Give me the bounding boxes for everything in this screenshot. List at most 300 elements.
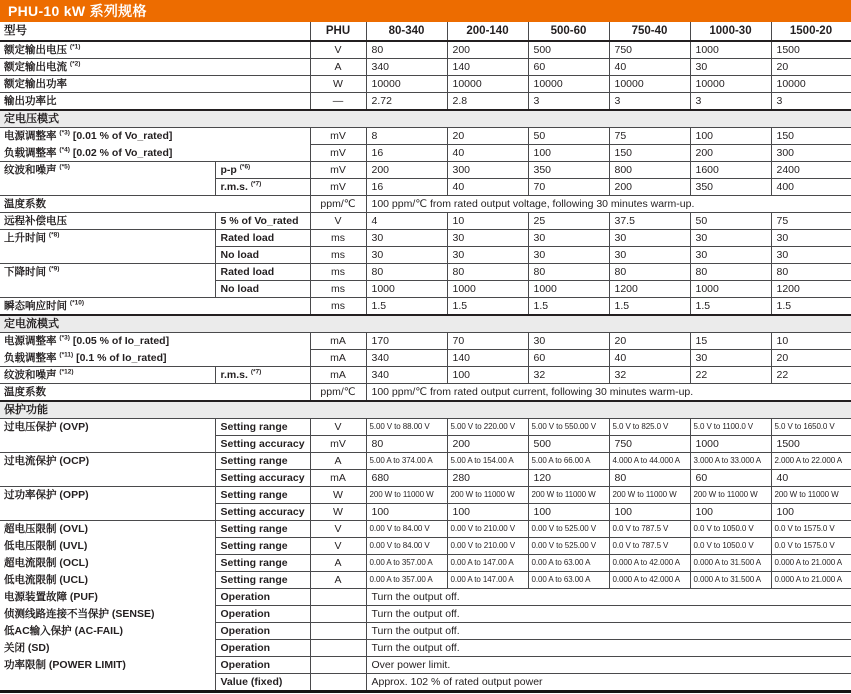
cell-value: 0.00 V to 84.00 V bbox=[366, 521, 447, 538]
row-subcondition: Setting range bbox=[215, 538, 310, 555]
row-span-value: Turn the output off. bbox=[366, 640, 851, 657]
row-subcondition: r.m.s. $^{(*7)}$ bbox=[215, 179, 310, 196]
cell-value: 200 bbox=[609, 179, 690, 196]
row-unit: V bbox=[310, 41, 366, 59]
cell-value: 200 W to 11000 W bbox=[690, 487, 771, 504]
cell-value: 100 bbox=[690, 128, 771, 145]
row-unit: ppm/℃ bbox=[310, 196, 366, 213]
row-unit: ppm/℃ bbox=[310, 384, 366, 402]
row-label: 负载调整率 $^{(*11)}$ [0.1 % of Io_rated] bbox=[0, 350, 310, 367]
footnote-marker: (*2) bbox=[69, 60, 81, 68]
footnote-marker: (*3) bbox=[59, 334, 70, 342]
cell-value: 30 bbox=[528, 247, 609, 264]
cell-value: 1.5 bbox=[609, 298, 690, 316]
row-unit: mV bbox=[310, 436, 366, 453]
cell-value: 40 bbox=[771, 470, 851, 487]
cell-value: 10000 bbox=[366, 76, 447, 93]
cell-value: 3 bbox=[528, 93, 609, 111]
table-row bbox=[0, 264, 851, 281]
row-unit: mA bbox=[310, 470, 366, 487]
series-name-header: PHU bbox=[310, 22, 366, 41]
row-label: 输出功率比 bbox=[0, 93, 310, 111]
cell-value: 22 bbox=[771, 367, 851, 384]
row-subcondition: Operation bbox=[215, 640, 310, 657]
row-span-value: Approx. 102 % of rated output power bbox=[366, 674, 851, 692]
row-unit bbox=[310, 674, 366, 692]
cell-value: 1600 bbox=[690, 162, 771, 179]
row-subcondition: Operation bbox=[215, 589, 310, 606]
cell-value: 5.00 V to 550.00 V bbox=[528, 419, 609, 436]
table-row bbox=[0, 350, 851, 367]
cell-value: 80 bbox=[366, 264, 447, 281]
model-column-header: 型号 bbox=[0, 22, 310, 41]
cell-value: 30 bbox=[771, 230, 851, 247]
row-label: 负载调整率 $^{(*4)}$ [0.02 % of Vo_rated] bbox=[0, 145, 310, 162]
row-subcondition: Operation bbox=[215, 623, 310, 640]
cell-value: 60 bbox=[528, 59, 609, 76]
cell-value: 1000 bbox=[690, 41, 771, 59]
cell-value: 340 bbox=[366, 350, 447, 367]
table-row bbox=[0, 333, 851, 350]
table-row bbox=[0, 538, 851, 555]
row-subcondition: Setting range bbox=[215, 572, 310, 589]
row-label: 温度系数 bbox=[0, 384, 310, 402]
row-subcondition: Setting range bbox=[215, 453, 310, 470]
row-unit: V bbox=[310, 521, 366, 538]
row-label: 过功率保护 (OPP) bbox=[0, 487, 215, 521]
row-label: 过电流保护 (OCP) bbox=[0, 453, 215, 487]
cell-value: 680 bbox=[366, 470, 447, 487]
row-unit: mV bbox=[310, 162, 366, 179]
cell-value: 20 bbox=[771, 350, 851, 367]
cell-value: 25 bbox=[528, 213, 609, 230]
cell-value: 200 W to 11000 W bbox=[609, 487, 690, 504]
cell-value: 200 W to 11000 W bbox=[447, 487, 528, 504]
cell-value: 80 bbox=[690, 264, 771, 281]
cell-value: 1000 bbox=[528, 281, 609, 298]
cell-value: 200 bbox=[447, 41, 528, 59]
cell-value: 120 bbox=[528, 470, 609, 487]
cell-value: 350 bbox=[528, 162, 609, 179]
row-subcondition: Setting range bbox=[215, 487, 310, 504]
table-row bbox=[0, 487, 851, 504]
cell-value: 22 bbox=[690, 367, 771, 384]
cell-value: 1.5 bbox=[528, 298, 609, 316]
cell-value: 70 bbox=[528, 179, 609, 196]
cell-value: 140 bbox=[447, 350, 528, 367]
table-row bbox=[0, 589, 851, 606]
cell-value: 32 bbox=[609, 367, 690, 384]
row-subcondition: Setting range bbox=[215, 419, 310, 436]
model-header-750-40: 750-40 bbox=[609, 22, 690, 41]
cell-value: 80 bbox=[609, 264, 690, 281]
cell-value: 20 bbox=[447, 128, 528, 145]
row-label: 额定输出功率 bbox=[0, 76, 310, 93]
cell-value: 30 bbox=[690, 247, 771, 264]
model-header-1000-30: 1000-30 bbox=[690, 22, 771, 41]
table-row bbox=[0, 298, 851, 316]
cell-value: 0.000 A to 42.000 A bbox=[609, 555, 690, 572]
cell-value: 30 bbox=[366, 247, 447, 264]
model-header-200-140: 200-140 bbox=[447, 22, 528, 41]
cell-value: 5.0 V to 1100.0 V bbox=[690, 419, 771, 436]
row-label: 超电压限制 (OVL) bbox=[0, 521, 215, 538]
cell-value: 10000 bbox=[609, 76, 690, 93]
row-unit: A bbox=[310, 59, 366, 76]
table-row bbox=[0, 657, 851, 674]
cell-value: 5.0 V to 1650.0 V bbox=[771, 419, 851, 436]
cell-value: 1.5 bbox=[690, 298, 771, 316]
table-row bbox=[0, 521, 851, 538]
cell-value: 300 bbox=[771, 145, 851, 162]
footnote-marker: (*9) bbox=[48, 265, 60, 273]
cell-value: 140 bbox=[447, 59, 528, 76]
table-row bbox=[0, 230, 851, 247]
cell-value: 0.00 A to 357.00 A bbox=[366, 572, 447, 589]
row-span-value: 100 ppm/℃ from rated output current, following 30 minutes warm-up. bbox=[366, 384, 851, 402]
cell-value: 150 bbox=[609, 145, 690, 162]
row-span-value: Turn the output off. bbox=[366, 589, 851, 606]
row-unit: A bbox=[310, 453, 366, 470]
cell-value: 0.00 V to 210.00 V bbox=[447, 521, 528, 538]
row-unit: A bbox=[310, 555, 366, 572]
spec-table-body bbox=[0, 41, 851, 692]
table-row bbox=[0, 572, 851, 589]
footnote-marker: (*1) bbox=[69, 43, 81, 51]
cell-value: 200 bbox=[366, 162, 447, 179]
cell-value: 0.00 V to 210.00 V bbox=[447, 538, 528, 555]
cell-value: 2.72 bbox=[366, 93, 447, 111]
model-header-1500-20: 1500-20 bbox=[771, 22, 851, 41]
row-span-value: Turn the output off. bbox=[366, 606, 851, 623]
row-unit: W bbox=[310, 504, 366, 521]
row-unit bbox=[310, 623, 366, 640]
cell-value: 15 bbox=[690, 333, 771, 350]
spec-table bbox=[0, 22, 851, 693]
cell-value: 30 bbox=[690, 230, 771, 247]
cell-value: 100 bbox=[690, 504, 771, 521]
table-row bbox=[0, 162, 851, 179]
row-label: 功率限制 (POWER LIMIT) bbox=[0, 657, 215, 692]
row-unit bbox=[310, 589, 366, 606]
cell-value: 30 bbox=[447, 230, 528, 247]
row-label: 温度系数 bbox=[0, 196, 310, 213]
row-unit: mV bbox=[310, 179, 366, 196]
row-unit: W bbox=[310, 487, 366, 504]
footnote-marker: (*8) bbox=[48, 231, 60, 239]
cell-value: 1.5 bbox=[366, 298, 447, 316]
cell-value: 4.000 A to 44.000 A bbox=[609, 453, 690, 470]
row-label: 电源调整率 $^{(*3)}$ [0.05 % of Io_rated] bbox=[0, 333, 310, 350]
row-unit: W bbox=[310, 76, 366, 93]
row-label: 电源调整率 $^{(*3)}$ [0.01 % of Vo_rated] bbox=[0, 128, 310, 145]
cell-value: 1.5 bbox=[447, 298, 528, 316]
model-header-80-340: 80-340 bbox=[366, 22, 447, 41]
cell-value: 0.000 A to 31.500 A bbox=[690, 555, 771, 572]
cell-value: 70 bbox=[447, 333, 528, 350]
cell-value: 50 bbox=[690, 213, 771, 230]
row-unit: — bbox=[310, 93, 366, 111]
cell-value: 8 bbox=[366, 128, 447, 145]
cell-value: 10000 bbox=[690, 76, 771, 93]
cell-value: 500 bbox=[528, 436, 609, 453]
section-label: 定电流模式 bbox=[0, 315, 851, 333]
cell-value: 80 bbox=[366, 41, 447, 59]
footnote-marker: (*12) bbox=[59, 368, 74, 376]
section-row bbox=[0, 315, 851, 333]
footnote-marker: (*5) bbox=[59, 163, 70, 171]
cell-value: 0.00 A to 147.00 A bbox=[447, 555, 528, 572]
cell-value: 50 bbox=[528, 128, 609, 145]
row-label: 纹波和噪声 $^{(*5)}$ bbox=[0, 162, 215, 196]
cell-value: 10000 bbox=[771, 76, 851, 93]
cell-value: 1.5 bbox=[771, 298, 851, 316]
footnote-marker: (*7) bbox=[250, 180, 262, 188]
cell-value: 1000 bbox=[366, 281, 447, 298]
cell-value: 3 bbox=[771, 93, 851, 111]
section-label: 定电压模式 bbox=[0, 110, 851, 128]
cell-value: 0.0 V to 1575.0 V bbox=[771, 521, 851, 538]
footnote-marker: (*4) bbox=[59, 146, 70, 153]
row-unit: ms bbox=[310, 230, 366, 247]
cell-value: 800 bbox=[609, 162, 690, 179]
cell-value: 0.0 V to 1050.0 V bbox=[690, 521, 771, 538]
table-row bbox=[0, 93, 851, 111]
cell-value: 0.000 A to 31.500 A bbox=[690, 572, 771, 589]
row-unit: A bbox=[310, 572, 366, 589]
cell-value: 30 bbox=[366, 230, 447, 247]
cell-value: 3 bbox=[609, 93, 690, 111]
row-unit: mV bbox=[310, 145, 366, 162]
table-row bbox=[0, 128, 851, 145]
cell-value: 1500 bbox=[771, 41, 851, 59]
cell-value: 40 bbox=[447, 145, 528, 162]
table-row bbox=[0, 555, 851, 572]
cell-value: 0.0 V to 1050.0 V bbox=[690, 538, 771, 555]
cell-value: 2400 bbox=[771, 162, 851, 179]
cell-value: 340 bbox=[366, 59, 447, 76]
cell-value: 0.00 V to 84.00 V bbox=[366, 538, 447, 555]
cell-value: 0.00 A to 63.00 A bbox=[528, 572, 609, 589]
row-unit: mA bbox=[310, 367, 366, 384]
cell-value: 75 bbox=[771, 213, 851, 230]
cell-value: 30 bbox=[528, 333, 609, 350]
cell-value: 5.00 V to 220.00 V bbox=[447, 419, 528, 436]
table-row bbox=[0, 640, 851, 657]
cell-value: 100 bbox=[771, 504, 851, 521]
row-label: 过电压保护 (OVP) bbox=[0, 419, 215, 453]
cell-value: 0.00 V to 525.00 V bbox=[528, 521, 609, 538]
cell-value: 100 bbox=[447, 367, 528, 384]
row-label: 电源装置故障 (PUF) bbox=[0, 589, 215, 606]
cell-value: 5.0 V to 825.0 V bbox=[609, 419, 690, 436]
row-span-value: 100 ppm/℃ from rated output voltage, following 30 minutes warm-up. bbox=[366, 196, 851, 213]
cell-value: 100 bbox=[528, 504, 609, 521]
cell-value: 100 bbox=[447, 504, 528, 521]
row-unit: V bbox=[310, 538, 366, 555]
table-row bbox=[0, 76, 851, 93]
row-label: 下降时间 $^{(*9)}$ bbox=[0, 264, 215, 298]
row-subcondition: p-p $^{(*6)}$ bbox=[215, 162, 310, 179]
row-unit bbox=[310, 640, 366, 657]
row-subcondition: No load bbox=[215, 281, 310, 298]
cell-value: 750 bbox=[609, 41, 690, 59]
cell-value: 0.000 A to 42.000 A bbox=[609, 572, 690, 589]
cell-value: 5.00 V to 88.00 V bbox=[366, 419, 447, 436]
row-unit: ms bbox=[310, 264, 366, 281]
cell-value: 80 bbox=[447, 264, 528, 281]
cell-value: 300 bbox=[447, 162, 528, 179]
cell-value: 80 bbox=[366, 436, 447, 453]
table-row bbox=[0, 213, 851, 230]
cell-value: 200 W to 11000 W bbox=[528, 487, 609, 504]
cell-value: 30 bbox=[690, 350, 771, 367]
cell-value: 1200 bbox=[771, 281, 851, 298]
cell-value: 500 bbox=[528, 41, 609, 59]
table-row bbox=[0, 606, 851, 623]
cell-value: 0.00 A to 357.00 A bbox=[366, 555, 447, 572]
cell-value: 80 bbox=[609, 470, 690, 487]
cell-value: 80 bbox=[528, 264, 609, 281]
row-span-value: Over power limit. bbox=[366, 657, 851, 674]
cell-value: 150 bbox=[771, 128, 851, 145]
cell-value: 2.8 bbox=[447, 93, 528, 111]
footnote-marker: (*3) bbox=[59, 129, 70, 137]
cell-value: 0.0 V to 1575.0 V bbox=[771, 538, 851, 555]
row-span-value: Turn the output off. bbox=[366, 623, 851, 640]
cell-value: 10000 bbox=[528, 76, 609, 93]
cell-value: 1500 bbox=[771, 436, 851, 453]
row-subcondition: Setting range bbox=[215, 521, 310, 538]
footnote-marker: (*6) bbox=[239, 163, 251, 171]
cell-value: 10 bbox=[771, 333, 851, 350]
cell-value: 170 bbox=[366, 333, 447, 350]
cell-value: 30 bbox=[528, 230, 609, 247]
cell-value: 30 bbox=[609, 247, 690, 264]
cell-value: 280 bbox=[447, 470, 528, 487]
cell-value: 1000 bbox=[447, 281, 528, 298]
cell-value: 80 bbox=[771, 264, 851, 281]
cell-value: 350 bbox=[690, 179, 771, 196]
model-header-500-60: 500-60 bbox=[528, 22, 609, 41]
cell-value: 1000 bbox=[690, 436, 771, 453]
section-row bbox=[0, 401, 851, 419]
cell-value: 60 bbox=[690, 470, 771, 487]
section-row bbox=[0, 110, 851, 128]
cell-value: 400 bbox=[771, 179, 851, 196]
row-label: 上升时间 $^{(*8)}$ bbox=[0, 230, 215, 264]
page-title: PHU-10 kW 系列规格 bbox=[8, 3, 147, 19]
cell-value: 5.00 A to 66.00 A bbox=[528, 453, 609, 470]
cell-value: 100 bbox=[366, 504, 447, 521]
row-subcondition: Rated load bbox=[215, 230, 310, 247]
row-label: 低AC输入保护 (AC-FAIL) bbox=[0, 623, 215, 640]
row-unit: ms bbox=[310, 298, 366, 316]
table-row bbox=[0, 41, 851, 59]
cell-value: 16 bbox=[366, 145, 447, 162]
cell-value: 200 W to 11000 W bbox=[771, 487, 851, 504]
cell-value: 1000 bbox=[690, 281, 771, 298]
row-label: 瞬态响应时间 $^{(*10)}$ bbox=[0, 298, 310, 316]
row-label: 纹波和噪声 $^{(*12)}$ bbox=[0, 367, 215, 384]
cell-value: 100 bbox=[609, 504, 690, 521]
row-subcondition: Rated load bbox=[215, 264, 310, 281]
cell-value: 0.00 V to 525.00 V bbox=[528, 538, 609, 555]
footnote-marker: (*10) bbox=[69, 299, 85, 307]
footnote-marker: (*7) bbox=[250, 368, 262, 376]
cell-value: 16 bbox=[366, 179, 447, 196]
row-label: 低电压限制 (UVL) bbox=[0, 538, 215, 555]
row-label: 关闭 (SD) bbox=[0, 640, 215, 657]
cell-value: 3 bbox=[690, 93, 771, 111]
cell-value: 5.00 A to 374.00 A bbox=[366, 453, 447, 470]
cell-value: 750 bbox=[609, 436, 690, 453]
table-row bbox=[0, 367, 851, 384]
cell-value: 0.0 V to 787.5 V bbox=[609, 538, 690, 555]
cell-value: 40 bbox=[609, 59, 690, 76]
cell-value: 340 bbox=[366, 367, 447, 384]
row-subcondition: Setting accuracy bbox=[215, 470, 310, 487]
cell-value: 200 bbox=[447, 436, 528, 453]
row-label: 低电流限制 (UCL) bbox=[0, 572, 215, 589]
row-subcondition: No load bbox=[215, 247, 310, 264]
row-subcondition: Operation bbox=[215, 606, 310, 623]
cell-value: 20 bbox=[609, 333, 690, 350]
row-unit: mA bbox=[310, 333, 366, 350]
cell-value: 30 bbox=[447, 247, 528, 264]
row-unit: V bbox=[310, 419, 366, 436]
cell-value: 200 bbox=[690, 145, 771, 162]
cell-value: 75 bbox=[609, 128, 690, 145]
table-row bbox=[0, 196, 851, 213]
row-label: 远程补偿电压 bbox=[0, 213, 215, 230]
cell-value: 10 bbox=[447, 213, 528, 230]
cell-value: 200 W to 11000 W bbox=[366, 487, 447, 504]
row-unit: ms bbox=[310, 247, 366, 264]
row-unit: mA bbox=[310, 350, 366, 367]
cell-value: 4 bbox=[366, 213, 447, 230]
title-bar bbox=[0, 0, 851, 22]
header-row bbox=[0, 22, 851, 41]
table-row bbox=[0, 623, 851, 640]
row-subcondition: Setting accuracy bbox=[215, 504, 310, 521]
cell-value: 60 bbox=[528, 350, 609, 367]
cell-value: 40 bbox=[447, 179, 528, 196]
row-unit bbox=[310, 606, 366, 623]
cell-value: 1200 bbox=[609, 281, 690, 298]
row-unit: mV bbox=[310, 128, 366, 145]
cell-value: 100 bbox=[528, 145, 609, 162]
cell-value: 30 bbox=[690, 59, 771, 76]
row-subcondition: r.m.s. $^{(*7)}$ bbox=[215, 367, 310, 384]
row-unit: V bbox=[310, 213, 366, 230]
table-row bbox=[0, 59, 851, 76]
row-subcondition: 5 % of Vo_rated bbox=[215, 213, 310, 230]
cell-value: 5.00 A to 154.00 A bbox=[447, 453, 528, 470]
table-row bbox=[0, 145, 851, 162]
row-label: 额定输出电压 $^{(*1)}$ bbox=[0, 41, 310, 59]
cell-value: 3.000 A to 33.000 A bbox=[690, 453, 771, 470]
table-row bbox=[0, 419, 851, 436]
cell-value: 40 bbox=[609, 350, 690, 367]
cell-value: 2.000 A to 22.000 A bbox=[771, 453, 851, 470]
row-label: 侦测线路连接不当保护 (SENSE) bbox=[0, 606, 215, 623]
cell-value: 37.5 bbox=[609, 213, 690, 230]
cell-value: 10000 bbox=[447, 76, 528, 93]
cell-value: 0.000 A to 21.000 A bbox=[771, 555, 851, 572]
row-subcondition: Operation bbox=[215, 657, 310, 674]
cell-value: 0.0 V to 787.5 V bbox=[609, 521, 690, 538]
